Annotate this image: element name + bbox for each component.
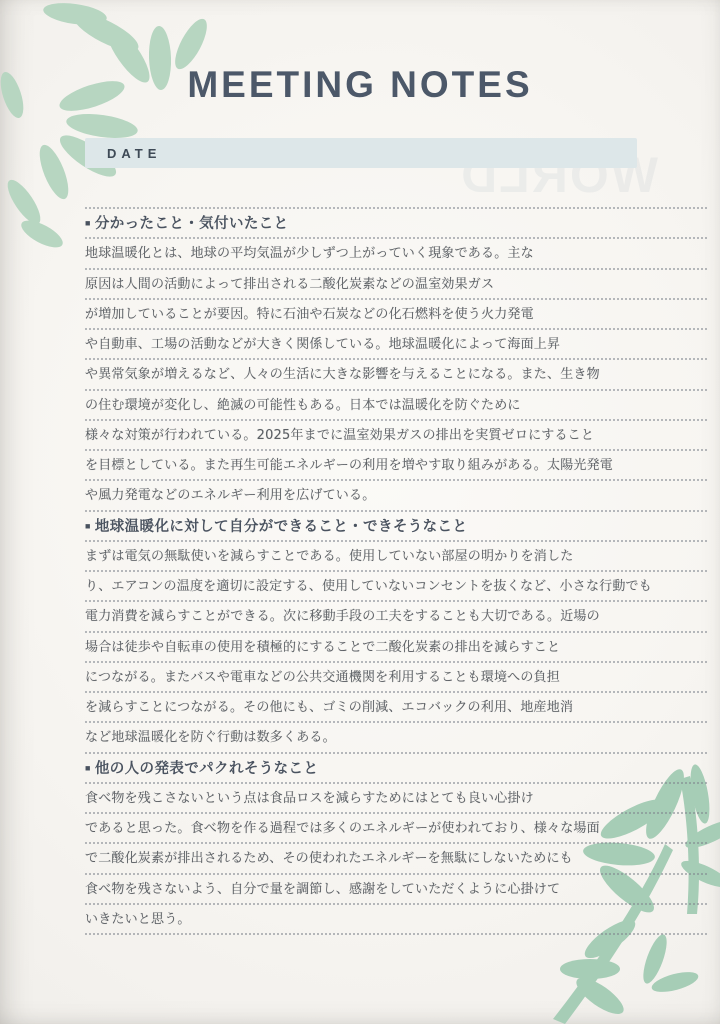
square-bullet-icon: ■ xyxy=(85,218,91,228)
section-heading-text: 地球温暖化に対して自分ができること・できそうなこと xyxy=(94,518,468,535)
handwritten-line: や自動車、工場の活動などが大きく関係している。地球温暖化によって海面上昇 xyxy=(85,328,707,358)
handwritten-line: 食べ物を残こさないという点は食品ロスを減らすためにはとても良い心掛け xyxy=(85,782,707,812)
handwritten-line: 電力消費を減らすことができる。次に移動手段の工夫をすることも大切である。近場の xyxy=(85,600,707,630)
notebook-rules xyxy=(85,207,707,935)
section-heading-text: 他の人の発表でパクれそうなこと xyxy=(94,760,319,777)
handwritten-line: 原因は人間の活動によって排出される二酸化炭素などの温室効果ガス xyxy=(85,268,707,298)
section-heading xyxy=(85,752,707,782)
date-label: DATE xyxy=(107,145,162,161)
handwritten-line: や異常気象が増えるなど、人々の生活に大きな影響を与えることになる。また、生き物 xyxy=(85,358,707,388)
section-heading xyxy=(85,207,707,237)
handwritten-line: り、エアコンの温度を適切に設定する、使用していないコンセントを抜くなど、小さな行動でも xyxy=(85,570,707,600)
handwritten-line: を目標としている。また再生可能エネルギーの利用を増やす取り組みがある。太陽光発電 xyxy=(85,449,707,479)
handwritten-line: など地球温暖化を防ぐ行動は数多くある。 xyxy=(85,721,707,751)
bleedthrough-text: WORLD xyxy=(459,147,658,203)
handwritten-line: 地球温暖化とは、地球の平均気温が少しずつ上がっていく現象である。主な xyxy=(85,237,707,267)
section-heading-text: 分かったこと・気付いたこと xyxy=(94,216,289,232)
square-bullet-icon: ■ xyxy=(85,520,91,531)
handwritten-line: 様々な対策が行われている。2025年までに温室効果ガスの排出を実質ゼロにすること xyxy=(85,419,707,449)
handwritten-line: を減らすことにつながる。その他にも、ゴミの削減、エコバックの利用、地産地消 xyxy=(85,691,707,721)
handwritten-line: につながる。またバスや電車などの公共交通機関を利用することも環境への負担 xyxy=(85,661,707,691)
page-title: MEETING NOTES xyxy=(187,64,533,105)
handwritten-line: の住む環境が変化し、絶滅の可能性もある。日本では温暖化を防ぐために xyxy=(85,389,707,419)
handwritten-line: 食べ物を残さないよう、自分で量を調節し、感謝をしていただくように心掛けて xyxy=(85,873,707,903)
handwritten-line: や風力発電などのエネルギー利用を広げている。 xyxy=(85,479,707,509)
handwritten-line: いきたいと思う。 xyxy=(85,903,707,933)
handwritten-line: まずは電気の無駄使いを減らすことである。使用していない部屋の明かりを消した xyxy=(85,540,707,570)
handwritten-line: が増加していることが要因。特に石油や石炭などの化石燃料を使う火力発電 xyxy=(85,298,707,328)
handwritten-line: 場合は徒歩や自転車の使用を積極的にすることで二酸化炭素の排出を減らすこと xyxy=(85,631,707,661)
handwritten-line: であると思った。食べ物を作る過程では多くのエネルギーが使われており、様々な場面 xyxy=(85,812,707,842)
square-bullet-icon: ■ xyxy=(85,762,91,773)
section-heading xyxy=(85,510,707,540)
handwritten-line: で二酸化炭素が排出されるため、その使われたエネルギーを無駄にしないためにも xyxy=(85,842,707,872)
date-field xyxy=(85,138,637,168)
